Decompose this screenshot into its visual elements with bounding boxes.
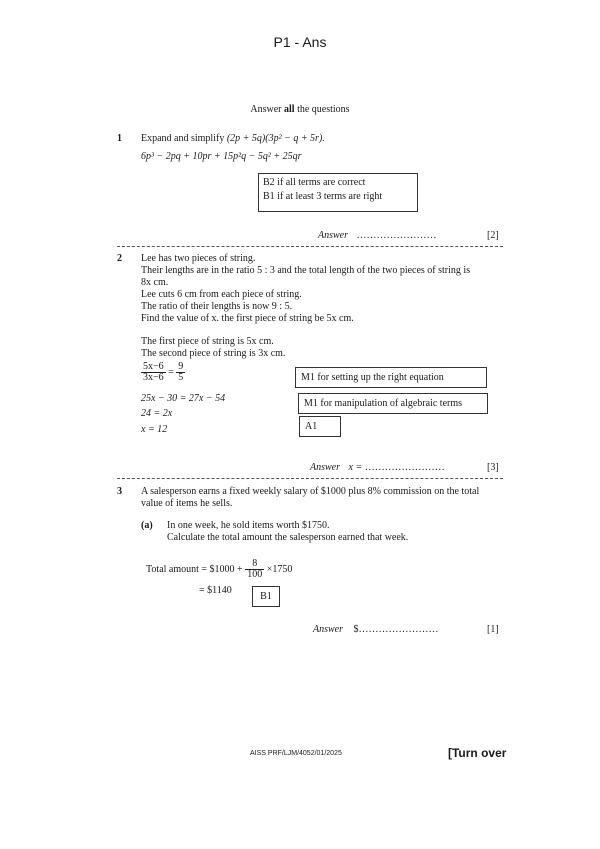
q2-answer-label: Answer [310, 462, 340, 473]
q2-line-1: Lee has two pieces of string. [141, 253, 256, 264]
q3-working [146, 559, 292, 580]
q2-answer-line: …………………… [364, 462, 445, 473]
q2-step-3 [141, 424, 167, 435]
instructions-suffix: the questions [294, 104, 350, 115]
q2-working-intro [141, 336, 285, 360]
q3-marks: [1] [487, 624, 499, 635]
q1-answer [318, 230, 437, 241]
q2-line-4: Lee cuts 6 cm from each piece of string. [141, 289, 302, 300]
q1-answer-line: …………………… [356, 230, 437, 241]
q2-step-1-text: 25x − 30 = 27x − 54 [141, 393, 226, 404]
q3-line-2: value of items he sells. [141, 498, 233, 509]
q2-step-2-text: 24 = 2x [141, 408, 173, 419]
q2-mark-3: A1 [305, 421, 318, 432]
q1-question-prefix: Expand and simplify [141, 133, 227, 144]
q3-mark-box [252, 586, 280, 607]
q1-working-expr: 6p³ − 2pq + 10pr + 15p²q − 5q² + 25qr [141, 151, 302, 162]
q3-answer [313, 624, 439, 635]
q1-marks: [2] [487, 230, 499, 241]
q1-working [141, 151, 302, 162]
q2-answer-var: x = [348, 462, 363, 473]
q3-frac [245, 559, 264, 580]
q3-result: = $1140 [199, 585, 232, 596]
q1-mark-b2: B2 if all terms are correct [263, 177, 366, 188]
q3-working-suffix: ×1750 [266, 564, 293, 575]
q3-frac-den: 100 [247, 569, 263, 580]
q2-question [141, 253, 470, 325]
q3-working-prefix: Total amount = $1000 + [146, 564, 246, 575]
q3-number: 3 [117, 486, 122, 497]
instructions [0, 104, 600, 115]
q1-mark-b1: B1 if at least 3 terms are right [263, 191, 383, 202]
q2-marks: [3] [487, 462, 499, 473]
q2-line-3: 8x cm. [141, 277, 169, 288]
q2-frac-right-num: 9 [178, 361, 184, 372]
footer-code: AISS PRF/LJM/4052/01/2025 [250, 750, 342, 757]
q2-frac-left-num: 5x−6 [143, 361, 164, 372]
q3-answer-prefix: $ [353, 624, 359, 635]
q1-number: 1 [117, 133, 122, 144]
q2-step-1 [141, 393, 225, 404]
q2-equation [141, 362, 185, 383]
q1-answer-label: Answer [318, 230, 348, 241]
q2-frac-left [141, 362, 166, 383]
q2-equals: = [168, 367, 174, 378]
q3-part-line-1: In one week, he sold items worth $1750. [167, 520, 330, 531]
q2-mark-2: M1 for manipulation of algebraic terms [304, 398, 463, 409]
q3-answer-line: …………………… [358, 624, 439, 635]
q2-step-2 [141, 408, 172, 419]
q3-mark: B1 [260, 591, 272, 602]
page-title: P1 - Ans [273, 34, 327, 50]
q3-frac-num: 8 [245, 559, 264, 570]
q1-marks-box [258, 173, 418, 212]
q2-line-5: The ratio of their lengths is now 9 : 5. [141, 301, 293, 312]
q2-frac-right-den: 5 [178, 372, 184, 383]
q2-mark-box-1 [295, 367, 487, 388]
q2-mark-1: M1 for setting up the right equation [301, 372, 444, 383]
q2-step-3-text: x = 12 [141, 424, 168, 435]
q2-number: 2 [117, 253, 122, 264]
divider-q1-q2 [117, 246, 503, 247]
q1-question [141, 133, 325, 144]
q3-part-label: (a) [141, 520, 153, 531]
q3-answer-label: Answer [313, 624, 343, 635]
q2-working-2: The second piece of string is 3x cm. [141, 348, 286, 359]
instructions-bold: all [284, 104, 295, 115]
q2-frac-right [176, 362, 185, 383]
q1-question-expr: (2p + 5q)(3p² − q + 5r). [226, 133, 325, 144]
q3-part-question [167, 520, 408, 544]
q2-answer [310, 462, 445, 473]
q3-part-line-2: Calculate the total amount the salesperson earned that week. [167, 532, 409, 543]
divider-q2-q3 [117, 478, 503, 479]
q2-mark-box-3 [299, 416, 341, 437]
footer-turn-over: [Turn over [448, 746, 507, 760]
q3-line-1: A salesperson earns a fixed weekly salary of $1000 plus 8% commission on the total [141, 486, 480, 497]
q2-working-1: The first piece of string is 5x cm. [141, 336, 274, 347]
q3-question [141, 486, 479, 510]
q2-mark-box-2 [298, 393, 488, 414]
q2-line-6: Find the value of x. the first piece of string be 5x cm. [141, 313, 354, 324]
q2-line-2: Their lengths are in the ratio 5 : 3 and the total length of the two pieces of string is [141, 265, 471, 276]
q2-frac-left-den: 3x−6 [143, 372, 164, 383]
instructions-prefix: Answer [250, 104, 285, 115]
